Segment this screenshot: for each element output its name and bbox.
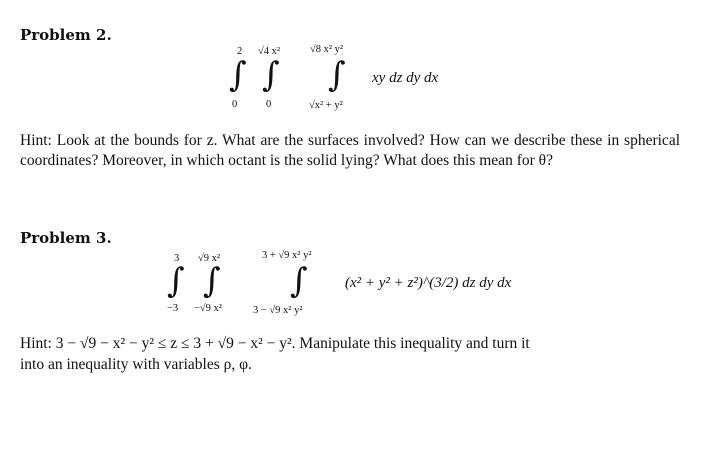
p3-lower-limit-z: 3 − √9 x² y² (253, 305, 303, 316)
p3-integrand: (x² + y² + z²)^(3/2) dz dy dx (345, 275, 512, 291)
p3-integral-sign-3: ∫ (290, 261, 308, 301)
p2-upper-limit-y: √4 x² (258, 46, 281, 57)
p2-lower-limit-y: 0 (266, 99, 272, 110)
problem-3-heading: Problem 3. (20, 229, 112, 247)
p2-upper-limit-x: 2 (237, 46, 243, 57)
p3-lower-limit-x: −3 (167, 303, 179, 314)
p2-integral-sign-2: ∫ (262, 55, 280, 95)
p2-lower-limit-x: 0 (232, 99, 238, 110)
p3-integral-sign-2: ∫ (203, 261, 221, 301)
p2-integral-sign-1: ∫ (229, 55, 247, 95)
p3-upper-limit-x: 3 (174, 253, 180, 264)
problem-2-heading: Problem 2. (20, 26, 112, 44)
p3-upper-limit-y: √9 x² (198, 253, 221, 264)
problem-2-hint: Hint: Look at the bounds for z. What are the surfaces involved? How can we describe these in spherical coordinates? Moreover, in which octant is the solid lying? What does this mean for θ? (20, 132, 680, 169)
p2-upper-limit-z: √8 x² y² (310, 44, 344, 55)
p2-integrand: xy dz dy dx (372, 70, 439, 86)
p3-upper-limit-z: 3 + √9 x² y² (262, 250, 312, 261)
p3-integral-sign-1: ∫ (167, 261, 185, 301)
p3-lower-limit-y: −√9 x² (194, 303, 222, 314)
p2-integral-sign-3: ∫ (328, 55, 346, 95)
p2-lower-limit-z: √x² + y² (309, 100, 343, 111)
problem-3-hint-line-2: into an inequality with variables ρ, φ. (20, 356, 252, 373)
problem-3-hint-line-1: Hint: 3 − √9 − x² − y² ≤ z ≤ 3 + √9 − x² − y². Manipulate this inequality and turn it (20, 335, 530, 352)
